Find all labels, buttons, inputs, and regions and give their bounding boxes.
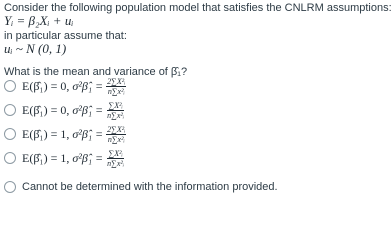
- assumption-label: in particular assume that:: [4, 30, 127, 42]
- option-2-mean: E(β̂₁) = 0,: [22, 102, 70, 117]
- option-3-fraction: [106, 125, 126, 144]
- option-3-var: σ²β̂₁ =: [72, 126, 104, 141]
- assumption-equation: uᵢ ~ N (0, 1): [4, 41, 67, 56]
- option-3-mean: E(β̂₁) = 1,: [22, 126, 70, 141]
- option-3-radio[interactable]: [4, 128, 16, 140]
- option-2-fraction: [106, 101, 125, 120]
- option-1-numerator: 2∑X²ᵢ: [107, 76, 126, 86]
- model-equation: Yᵢ = β₂Xᵢ + uᵢ: [4, 13, 74, 28]
- option-1[interactable]: [22, 75, 126, 97]
- option-1-mean: E(β̂₁) = 0,: [22, 78, 70, 93]
- option-4-fraction: [106, 149, 125, 168]
- option-4[interactable]: [22, 147, 125, 169]
- option-3-denominator: n∑x²ᵢ: [107, 134, 125, 144]
- option-1-radio[interactable]: [4, 80, 16, 92]
- option-1-fraction: [106, 77, 126, 96]
- option-2-numerator: ∑X²ᵢ: [108, 100, 123, 110]
- question-text: What is the mean and variance of β̂₁?: [4, 66, 188, 78]
- option-4-var: σ²β̂₁ =: [72, 150, 104, 165]
- option-5-radio[interactable]: [4, 181, 16, 193]
- option-2-var: σ²β̂₁ =: [72, 102, 104, 117]
- option-1-denominator: n∑x²ᵢ: [107, 86, 125, 96]
- option-2[interactable]: [22, 99, 125, 121]
- option-4-radio[interactable]: [4, 152, 16, 164]
- option-2-denominator: n∑x²ᵢ: [107, 110, 125, 120]
- option-5-label[interactable]: Cannot be determined with the information provided.: [22, 181, 278, 193]
- option-4-numerator: ∑X²ᵢ: [108, 148, 123, 158]
- option-1-var: σ²β̂₁ =: [72, 78, 104, 93]
- intro-text: Consider the following population model that satisfies the CNLRM assumptions:: [4, 2, 392, 14]
- option-4-mean: E(β̂₁) = 1,: [22, 150, 70, 165]
- option-3[interactable]: [22, 123, 126, 145]
- option-3-numerator: 2∑X²ᵢ: [107, 124, 126, 134]
- option-4-denominator: n∑x²ᵢ: [107, 158, 125, 168]
- option-2-radio[interactable]: [4, 104, 16, 116]
